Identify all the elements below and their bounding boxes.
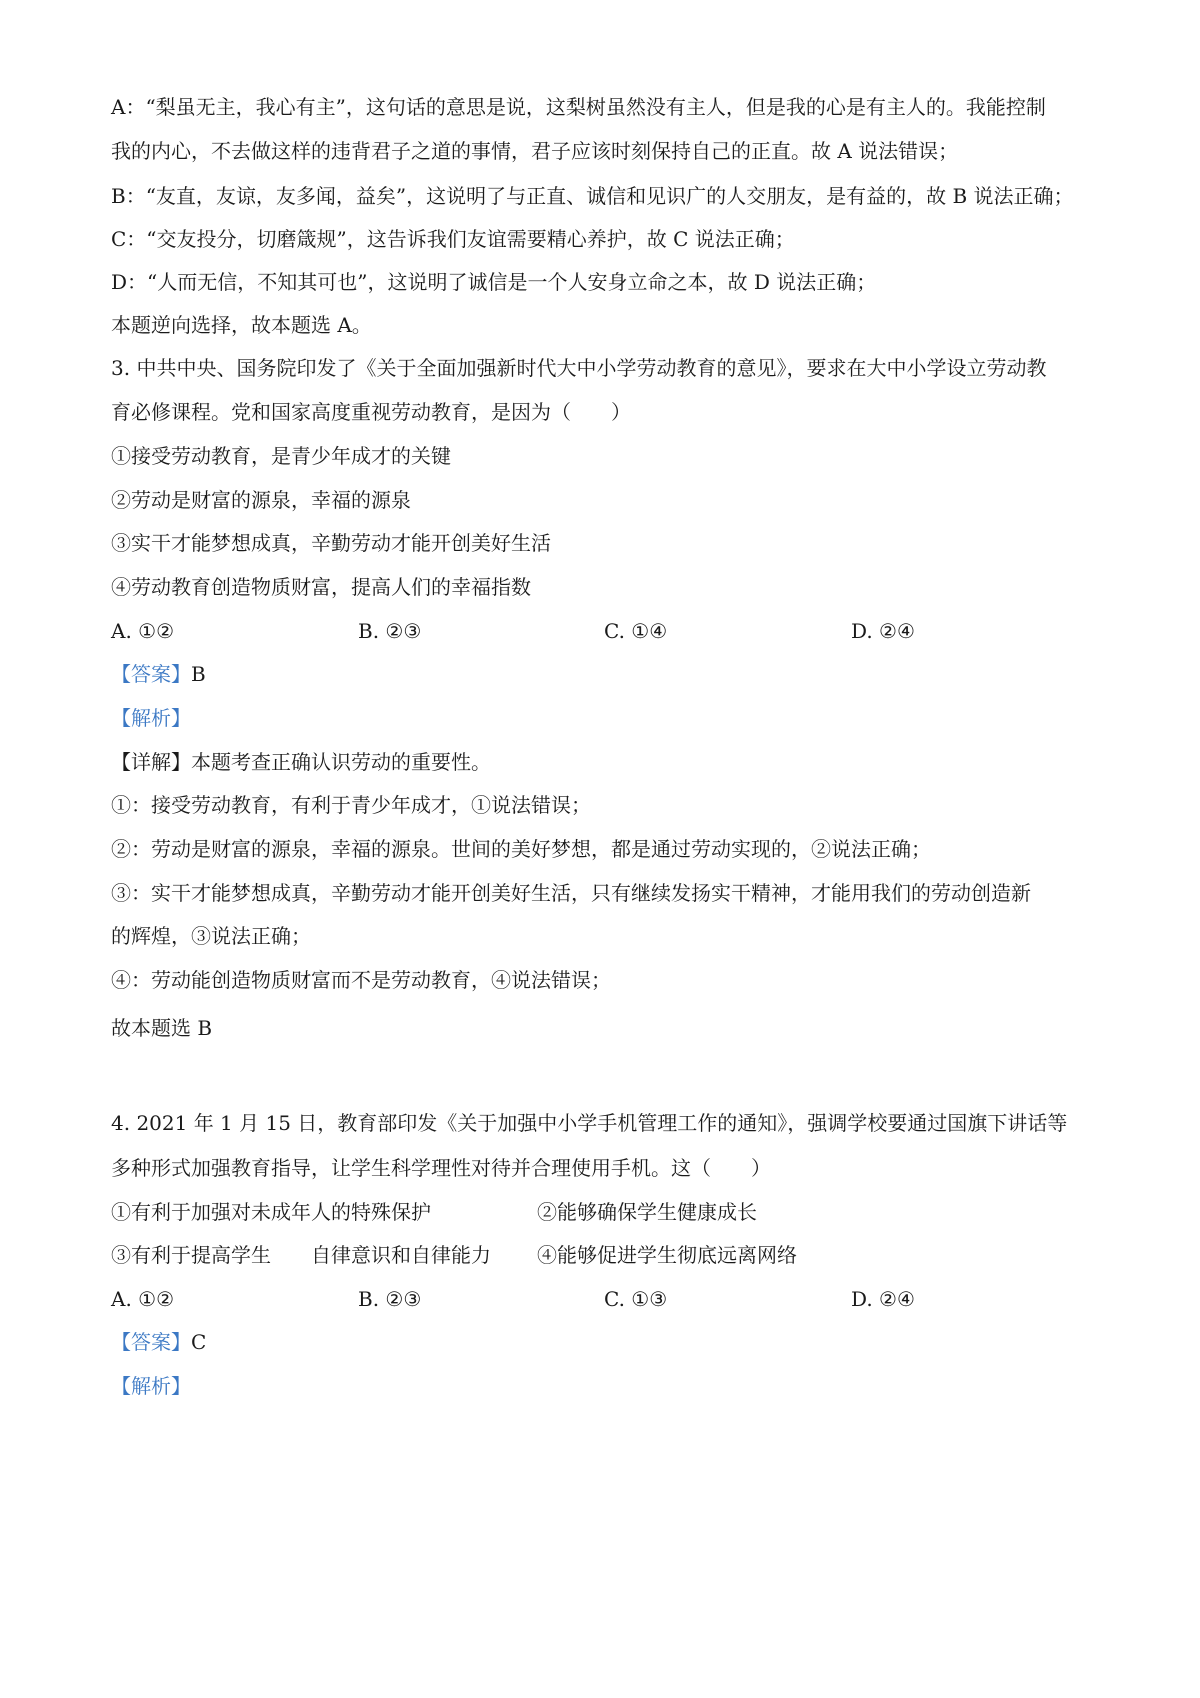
q4-option-a: A. ①②: [111, 1287, 175, 1311]
q3-explain-3-line1: ③：实干才能梦想成真，辛勤劳动才能开创美好生活，只有继续发扬实干精神，才能用我们的劳动创造新: [111, 881, 1031, 905]
q4-statement-3-part-b: 自律意识和自律能力: [311, 1243, 491, 1267]
q2-analysis-b: B：“友直，友谅，友多闻，益矣”，这说明了与正直、诚信和见识广的人交朋友，是有益的，故 B 说法正确；: [111, 184, 1074, 208]
q3-explain-4: ④：劳动能创造物质财富而不是劳动教育，④说法错误；: [111, 968, 611, 992]
q3-statement-1: ①接受劳动教育，是青少年成才的关键: [111, 444, 451, 468]
q2-conclusion: 本题逆向选择，故本题选 A。: [111, 313, 372, 337]
q2-analysis-a-line1: A：“梨虽无主，我心有主”，这句话的意思是说，这梨树虽然没有主人，但是我的心是有主人的。我能控制: [111, 95, 1046, 119]
q2-analysis-a-line2: 我的内心，不去做这样的违背君子之道的事情，君子应该时刻保持自己的正直。故 A 说法错误；: [111, 139, 959, 163]
q3-explain-3-line2: 的辉煌，③说法正确；: [111, 924, 311, 948]
q3-detail: [111, 748, 491, 776]
q3-answer-tag: 【答案】: [111, 662, 191, 686]
q4-option-c: C. ①③: [604, 1287, 668, 1311]
q4-option-b: B. ②③: [358, 1287, 422, 1311]
q4-stem-line1: 4. 2021 年 1 月 15 日，教育部印发《关于加强中小学手机管理工作的通知》，强调学校要通过国旗下讲话等: [111, 1111, 1068, 1135]
q3-option-c: C. ①④: [604, 619, 668, 643]
q3-analysis-heading: [111, 704, 191, 732]
q2-analysis-d: D：“人而无信，不知其可也”，这说明了诚信是一个人安身立命之本，故 D 说法正确；: [111, 270, 877, 294]
q4-option-d: D. ②④: [851, 1287, 915, 1311]
q3-answer: [111, 660, 206, 688]
q3-statement-3: ③实干才能梦想成真，辛勤劳动才能开创美好生活: [111, 531, 551, 555]
q4-statement-1: ①有利于加强对未成年人的特殊保护: [111, 1200, 431, 1224]
q4-statement-3: [111, 1241, 491, 1269]
q3-statement-2: ②劳动是财富的源泉，幸福的源泉: [111, 488, 411, 512]
q3-stem-line1: 3. 中共中央、国务院印发了《关于全面加强新时代大中小学劳动教育的意见》，要求在大中小学设立劳动教: [111, 356, 1047, 380]
q3-option-d: D. ②④: [851, 619, 915, 643]
q4-stem-line2: 多种形式加强教育指导，让学生科学理性对待并合理使用手机。这（ ）: [111, 1156, 771, 1180]
q4-statement-3-part-a: ③有利于提高学生: [111, 1243, 271, 1267]
q4-answer-tag: 【答案】: [111, 1330, 191, 1354]
q3-option-b: B. ②③: [358, 619, 422, 643]
q3-analysis-tag: 【解析】: [111, 706, 191, 730]
q3-explain-2: ②：劳动是财富的源泉，幸福的源泉。世间的美好梦想，都是通过劳动实现的，②说法正确；: [111, 837, 931, 861]
q3-answer-value: B: [191, 662, 206, 686]
q4-answer: [111, 1328, 206, 1356]
q3-option-a: A. ①②: [111, 619, 175, 643]
q3-explain-1: ①：接受劳动教育，有利于青少年成才，①说法错误；: [111, 793, 591, 817]
q3-detail-text: 本题考查正确认识劳动的重要性。: [191, 750, 491, 774]
q2-analysis-c: C：“交友投分，切磨箴规”，这告诉我们友谊需要精心养护，故 C 说法正确；: [111, 227, 795, 251]
q4-statement-2: ②能够确保学生健康成长: [537, 1200, 757, 1224]
q4-analysis-heading: [111, 1372, 191, 1400]
q3-statement-4: ④劳动教育创造物质财富，提高人们的幸福指数: [111, 575, 531, 599]
q3-conclusion: 故本题选 B: [111, 1016, 213, 1040]
q3-stem-line2: 育必修课程。党和国家高度重视劳动教育，是因为（ ）: [111, 400, 631, 424]
q4-answer-value: C: [191, 1330, 207, 1354]
q4-analysis-tag: 【解析】: [111, 1374, 191, 1398]
q3-detail-tag: 【详解】: [111, 750, 191, 774]
q4-statement-4: ④能够促进学生彻底远离网络: [537, 1243, 797, 1267]
